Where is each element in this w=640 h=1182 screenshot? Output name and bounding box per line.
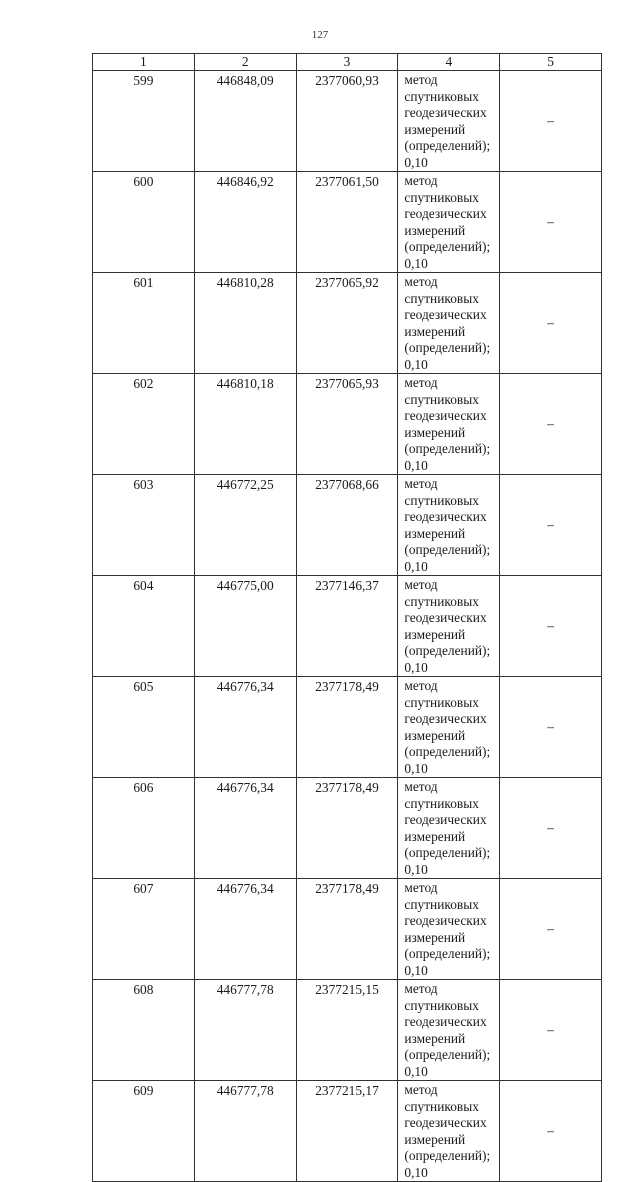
x-coordinate-cell: 446846,92 [194,172,296,273]
y-coordinate-cell: 2377061,50 [296,172,398,273]
note-cell: – [500,980,602,1081]
header-row [93,54,602,71]
table-row [93,576,602,677]
table-row [93,71,602,172]
note-cell: – [500,475,602,576]
table-row [93,677,602,778]
table-row [93,778,602,879]
y-coordinate-cell: 2377060,93 [296,71,398,172]
table-row [93,980,602,1081]
point-number-cell: 608 [93,980,195,1081]
column-header-2: 2 [194,54,296,71]
method-cell: метод спутниковых геодезических измерений (определений); 0,10 [398,778,500,879]
table-row [93,374,602,475]
x-coordinate-cell: 446777,78 [194,1081,296,1182]
note-cell: – [500,778,602,879]
page-number: 127 [311,29,329,41]
table-row [93,1081,602,1182]
note-cell: – [500,677,602,778]
point-number-cell: 604 [93,576,195,677]
point-number-cell: 609 [93,1081,195,1182]
point-number-cell: 601 [93,273,195,374]
method-cell: метод спутниковых геодезических измерений (определений); 0,10 [398,71,500,172]
table-row [93,879,602,980]
column-header-5: 5 [500,54,602,71]
x-coordinate-cell: 446775,00 [194,576,296,677]
method-cell: метод спутниковых геодезических измерений (определений); 0,10 [398,172,500,273]
y-coordinate-cell: 2377215,15 [296,980,398,1081]
method-cell: метод спутниковых геодезических измерений (определений); 0,10 [398,374,500,475]
x-coordinate-cell: 446776,34 [194,677,296,778]
note-cell: – [500,1081,602,1182]
method-cell: метод спутниковых геодезических измерений (определений); 0,10 [398,980,500,1081]
x-coordinate-cell: 446848,09 [194,71,296,172]
note-cell: – [500,71,602,172]
y-coordinate-cell: 2377178,49 [296,778,398,879]
note-cell: – [500,374,602,475]
note-cell: – [500,273,602,374]
x-coordinate-cell: 446810,18 [194,374,296,475]
y-coordinate-cell: 2377178,49 [296,677,398,778]
table-row [93,172,602,273]
y-coordinate-cell: 2377068,66 [296,475,398,576]
column-header-1: 1 [93,54,195,71]
x-coordinate-cell: 446777,78 [194,980,296,1081]
note-cell: – [500,576,602,677]
table-row [93,273,602,374]
method-cell: метод спутниковых геодезических измерений (определений); 0,10 [398,879,500,980]
point-number-cell: 606 [93,778,195,879]
point-number-cell: 605 [93,677,195,778]
point-number-cell: 603 [93,475,195,576]
point-number-cell: 599 [93,71,195,172]
y-coordinate-cell: 2377065,93 [296,374,398,475]
table-body [93,71,602,1182]
method-cell: метод спутниковых геодезических измерений (определений); 0,10 [398,273,500,374]
y-coordinate-cell: 2377215,17 [296,1081,398,1182]
y-coordinate-cell: 2377178,49 [296,879,398,980]
x-coordinate-cell: 446772,25 [194,475,296,576]
method-cell: метод спутниковых геодезических измерений (определений); 0,10 [398,475,500,576]
point-number-cell: 600 [93,172,195,273]
column-header-3: 3 [296,54,398,71]
method-cell: метод спутниковых геодезических измерений (определений); 0,10 [398,677,500,778]
x-coordinate-cell: 446810,28 [194,273,296,374]
note-cell: – [500,172,602,273]
y-coordinate-cell: 2377146,37 [296,576,398,677]
table-row [93,475,602,576]
method-cell: метод спутниковых геодезических измерений (определений); 0,10 [398,1081,500,1182]
column-header-4: 4 [398,54,500,71]
point-number-cell: 602 [93,374,195,475]
x-coordinate-cell: 446776,34 [194,778,296,879]
note-cell: – [500,879,602,980]
coordinates-table [92,53,602,1182]
point-number-cell: 607 [93,879,195,980]
x-coordinate-cell: 446776,34 [194,879,296,980]
method-cell: метод спутниковых геодезических измерений (определений); 0,10 [398,576,500,677]
y-coordinate-cell: 2377065,92 [296,273,398,374]
